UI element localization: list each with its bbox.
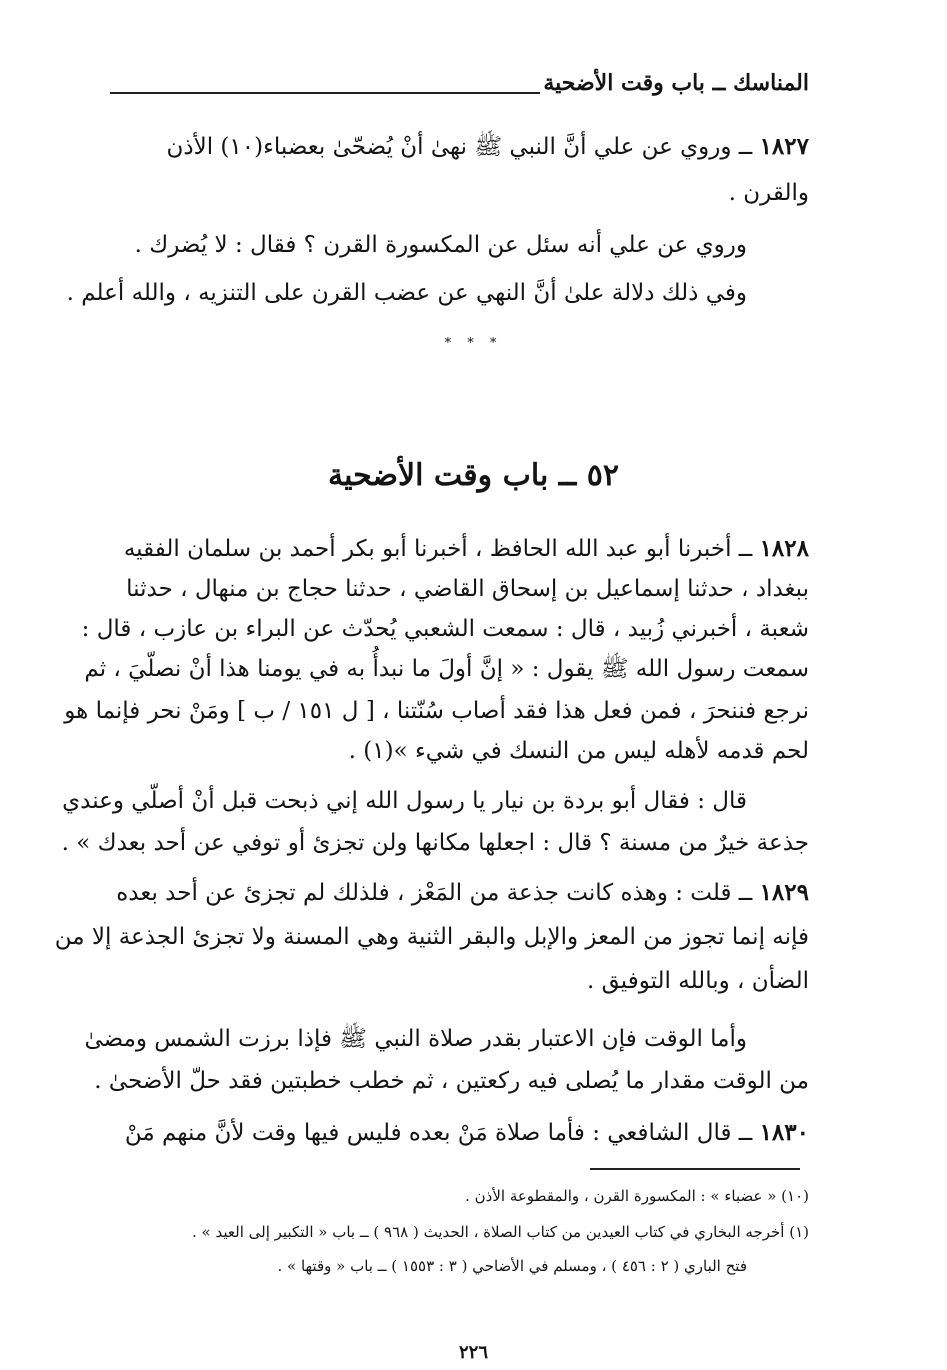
header-rule bbox=[110, 92, 540, 94]
para-1829-line-1: ١٨٢٩ ــ قلت : وهذه كانت جذعة من المَعْز ، فلذلك لم تجزئ عن أحد بعده bbox=[116, 879, 809, 906]
hadith-number: ١٨٢٧ bbox=[759, 133, 809, 160]
page-number: ٢٢٦ bbox=[458, 1342, 488, 1363]
hadith-number: ١٨٢٨ bbox=[759, 535, 809, 562]
para-1828-line-6: لحم قدمه لأهله ليس من النسك في شيء »(١) . bbox=[348, 738, 809, 764]
para-1828-line-3: شعبة ، أخبرني زُبيد ، قال : سمعت الشعبي يُحدّث عن البراء بن عازب ، قال : bbox=[81, 616, 809, 642]
footnote-rule bbox=[590, 1168, 800, 1170]
chapter-title: ٥٢ ــ باب وقت الأضحية bbox=[327, 458, 620, 493]
para-1829-line-3: الضأن ، وبالله التوفيق . bbox=[586, 968, 809, 994]
hadith-number: ١٨٣٠ bbox=[759, 1119, 809, 1146]
para-1828-line-5: نرجع فننحرَ ، فمن فعل هذا فقد أصاب سُنّتنا ، [ ل ١٥١ / ب ] ومَنْ نحر فإنما هو bbox=[64, 698, 809, 724]
para-time-line-2: من الوقت مقدار ما يُصلى فيه ركعتين ، ثم خطب خطبتين فقد حلّ الأضحىٰ . bbox=[94, 1068, 809, 1094]
running-head: المناسك ــ باب وقت الأضحية bbox=[543, 70, 809, 96]
footnote-10: (١٠) « عضباء » : المكسورة القرن ، والمقطوعة الأذن . bbox=[465, 1187, 809, 1205]
para-ali-line-1: وروي عن علي أنه سئل عن المكسورة القرن ؟ فقال : لا يُضرك . bbox=[134, 232, 747, 258]
para-time-line-1: وأما الوقت فإن الاعتبار بقدر صلاة النبي ﷺ فإذا برزت الشمس ومضىٰ bbox=[84, 1026, 747, 1052]
para-burda-line-1: قال : فقال أبو بردة بن نيار يا رسول الله إني ذبحت قبل أنْ أصلّي وعندي bbox=[62, 788, 747, 814]
para-1829-line-2: فإنه إنما تجوز من المعز والإبل والبقر الثنية وهي المسنة ولا تجزئ الجذعة إلا من bbox=[54, 924, 809, 950]
section-separator: * * * bbox=[444, 336, 503, 351]
footnote-1-line-2: فتح الباري ( ٢ : ٤٥٦ ) ، ومسلم في الأضاحي ( ٣ : ١٥٥٣ ) ــ باب « وقتها » . bbox=[277, 1257, 747, 1275]
para-ali-line-2: وفي ذلك دلالة علىٰ أنَّ النهي عن عضب القرن على التنزيه ، والله أعلم . bbox=[66, 280, 747, 306]
para-1828-line-4: سمعت رسول الله ﷺ يقول : « إنَّ أولَ ما نبدأُ به في يومنا هذا أنْ نصلّيَ ، ثم bbox=[84, 656, 809, 682]
para-1827-line-1: ١٨٢٧ ــ وروي عن علي أنَّ النبي ﷺ نهىٰ أنْ يُضحّىٰ بعضباء(١٠) الأذن bbox=[166, 133, 809, 160]
para-1827-line-2: والقرن . bbox=[728, 180, 809, 206]
para-1830-line-1: ١٨٣٠ ــ قال الشافعي : فأما صلاة مَنْ بعده فليس فيها وقت لأنَّ منهم مَنْ bbox=[124, 1119, 809, 1146]
hadith-number: ١٨٢٩ bbox=[759, 879, 809, 906]
para-burda-line-2: جذعة خيرٌ من مسنة ؟ قال : اجعلها مكانها ولن تجزئ أو توفي عن أحد بعدك » . bbox=[61, 830, 809, 856]
para-1828-line-2: ببغداد ، حدثنا إسماعيل بن إسحاق القاضي ، حدثنا حجاج بن منهال ، حدثنا bbox=[126, 576, 809, 602]
para-1828-line-1: ١٨٢٨ ــ أخبرنا أبو عبد الله الحافظ ، أخبرنا أبو بكر أحمد بن سلمان الفقيه bbox=[123, 535, 809, 562]
footnote-1-line-1: (١) أخرجه البخاري في كتاب العيدين من كتاب الصلاة ، الحديث ( ٩٦٨ ) ــ باب « التكبير إلى العيد » . bbox=[192, 1223, 809, 1241]
